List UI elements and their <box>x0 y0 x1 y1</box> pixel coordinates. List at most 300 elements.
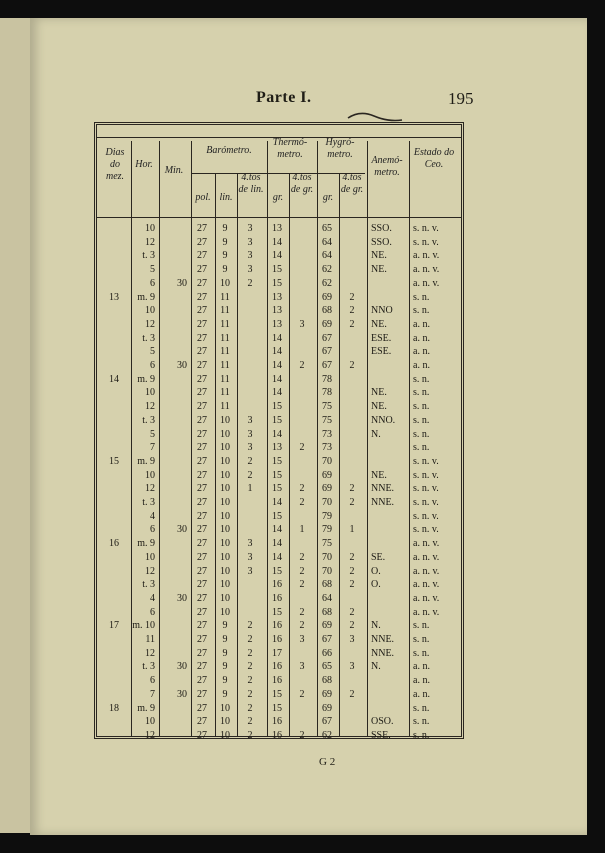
cell-est: s. n. <box>413 305 430 317</box>
cell-hor: 6 <box>150 360 155 371</box>
cell-hor: 4 <box>150 592 155 604</box>
cell-tl: 2 <box>247 661 253 673</box>
cell-tl: 2 <box>247 716 253 728</box>
cell-tq: 2 <box>299 729 305 741</box>
cell-est: s. n. <box>413 729 430 741</box>
cell-pol: 27 <box>197 647 207 659</box>
cell-pol: 27 <box>197 305 207 317</box>
cell-pol: 27 <box>197 264 207 276</box>
cell-hg: 69 <box>322 702 332 714</box>
cell-hg: 75 <box>322 401 332 413</box>
cell-ane: NNO <box>371 305 393 317</box>
cell-tl: 2 <box>247 729 253 741</box>
cell-hq: 2 <box>349 620 355 632</box>
header-estado: Estado do Ceo. <box>413 147 455 170</box>
cell-hor: m. 9 <box>137 538 155 550</box>
cell-tl: 3 <box>247 551 253 563</box>
cell-hor: t. 3 <box>142 414 155 426</box>
cell-tl: 2 <box>247 647 253 659</box>
cell-hor: m. 9 <box>137 455 155 467</box>
cell-hg: 64 <box>322 250 332 262</box>
cell-min: 30 <box>177 524 187 536</box>
cell-min: 30 <box>177 360 187 371</box>
cell-dia: 13 <box>109 291 119 303</box>
cell-dia: 18 <box>109 702 119 714</box>
cell-est: a. n. <box>413 346 430 358</box>
cell-tg: 14 <box>272 346 282 358</box>
header-therm-gr: gr. <box>272 192 284 203</box>
cell-min: 30 <box>177 592 187 604</box>
cell-est: s. n. <box>413 634 430 645</box>
cell-hor: 5 <box>150 264 155 276</box>
cell-pol: 27 <box>197 277 207 289</box>
cell-hq: 2 <box>349 688 355 700</box>
cell-min: 30 <box>177 277 187 289</box>
cell-tg: 16 <box>272 729 282 741</box>
cell-tl: 3 <box>247 414 253 426</box>
cell-lin: 9 <box>222 688 228 700</box>
header-min: Min. <box>164 165 184 176</box>
cell-lin: 10 <box>220 524 230 536</box>
cell-hor: 12 <box>145 647 155 659</box>
cell-tq: 2 <box>299 688 305 700</box>
cell-pol: 27 <box>197 538 207 550</box>
cell-tg: 15 <box>272 455 282 467</box>
cell-tq: 2 <box>299 360 305 371</box>
cell-tq: 2 <box>299 442 305 454</box>
cell-hor: 4 <box>150 510 155 522</box>
cell-pol: 27 <box>197 620 207 632</box>
cell-pol: 27 <box>197 469 207 481</box>
cell-hg: 62 <box>322 277 332 289</box>
cell-ane: SE. <box>371 551 386 563</box>
cell-pol: 27 <box>197 565 207 577</box>
cell-min: 30 <box>177 688 187 700</box>
cell-pol: 27 <box>197 428 207 440</box>
cell-tg: 13 <box>272 318 282 330</box>
cell-hg: 78 <box>322 387 332 399</box>
cell-tg: 14 <box>272 387 282 399</box>
cell-ane: NNE. <box>371 483 395 495</box>
cell-tl: 3 <box>247 236 253 248</box>
cell-ane: O. <box>371 565 381 577</box>
rule-top <box>97 137 461 138</box>
header-dias: Dias do mez. <box>105 147 125 182</box>
cell-tq: 2 <box>299 606 305 618</box>
cell-hg: 68 <box>322 606 332 618</box>
cell-lin: 11 <box>220 291 230 303</box>
cell-est: a. n. v. <box>413 250 440 262</box>
cell-hor: t. 3 <box>142 497 155 508</box>
cell-tg: 14 <box>272 551 282 563</box>
cell-lin: 10 <box>220 483 230 495</box>
cell-est: a. n. <box>413 661 430 673</box>
cell-hg: 65 <box>322 661 332 673</box>
col-rule <box>367 141 368 736</box>
cell-tg: 15 <box>272 702 282 714</box>
cell-pol: 27 <box>197 579 207 591</box>
cell-hg: 62 <box>322 729 332 741</box>
cell-tl: 1 <box>247 483 253 495</box>
cell-hg: 68 <box>322 579 332 591</box>
rule-header-bottom <box>97 217 461 218</box>
cell-tl: 3 <box>247 565 253 577</box>
cell-dia: 17 <box>109 620 119 632</box>
cell-hq: 2 <box>349 497 355 508</box>
cell-tl: 2 <box>247 688 253 700</box>
cell-est: s. n. <box>413 716 430 728</box>
cell-lin: 10 <box>220 551 230 563</box>
cell-tg: 16 <box>272 579 282 591</box>
cell-ane: N. <box>371 620 381 632</box>
cell-tl: 3 <box>247 428 253 440</box>
cell-est: s. n. v. <box>413 236 439 248</box>
cell-pol: 27 <box>197 551 207 563</box>
cell-pol: 27 <box>197 497 207 508</box>
cell-hq: 2 <box>349 579 355 591</box>
cell-tg: 15 <box>272 277 282 289</box>
cell-hg: 67 <box>322 360 332 371</box>
cell-hg: 68 <box>322 675 332 687</box>
cell-lin: 10 <box>220 277 230 289</box>
cell-lin: 11 <box>220 305 230 317</box>
cell-ane: O. <box>371 579 381 591</box>
cell-hg: 69 <box>322 318 332 330</box>
cell-hor: t. 3 <box>142 250 155 262</box>
cell-est: s. n. <box>413 291 430 303</box>
header-lin: lin. <box>219 192 233 203</box>
cell-tg: 14 <box>272 250 282 262</box>
cell-ane: ESE. <box>371 346 392 358</box>
cell-lin: 11 <box>220 360 230 371</box>
cell-tg: 15 <box>272 401 282 413</box>
cell-hq: 2 <box>349 318 355 330</box>
cell-pol: 27 <box>197 634 207 645</box>
cell-hor: 5 <box>150 428 155 440</box>
cell-hor: t. 3 <box>142 661 155 673</box>
cell-hor: t. 3 <box>142 332 155 344</box>
cell-tq: 2 <box>299 579 305 591</box>
cell-lin: 10 <box>220 702 230 714</box>
cell-pol: 27 <box>197 592 207 604</box>
cell-lin: 10 <box>220 538 230 550</box>
cell-hor: 10 <box>145 469 155 481</box>
weather-observation-table <box>94 122 464 739</box>
header-therm-quartos: 4.tos de gr. <box>290 172 314 195</box>
cell-lin: 10 <box>220 729 230 741</box>
cell-hq: 3 <box>349 634 355 645</box>
cell-pol: 27 <box>197 716 207 728</box>
cell-hor: 10 <box>145 551 155 563</box>
cell-hor: t. 3 <box>142 579 155 591</box>
col-rule <box>289 173 290 736</box>
cell-hg: 79 <box>322 524 332 536</box>
cell-hg: 62 <box>322 264 332 276</box>
cell-tg: 16 <box>272 675 282 687</box>
cell-tl: 2 <box>247 675 253 687</box>
cell-pol: 27 <box>197 702 207 714</box>
cell-hor: 6 <box>150 524 155 536</box>
header-hygrometro: Hygró-metro. <box>325 137 355 160</box>
header-pol: pol. <box>195 192 211 203</box>
book-page <box>30 18 587 835</box>
cell-hq: 2 <box>349 360 355 371</box>
cell-hg: 73 <box>322 428 332 440</box>
cell-hq: 2 <box>349 565 355 577</box>
cell-tq: 2 <box>299 620 305 632</box>
cell-hg: 70 <box>322 565 332 577</box>
cell-ane: ESE. <box>371 332 392 344</box>
cell-tl: 3 <box>247 264 253 276</box>
cell-ane: NE. <box>371 401 387 413</box>
cell-lin: 11 <box>220 401 230 413</box>
cell-est: a. n. v. <box>413 551 440 563</box>
cell-pol: 27 <box>197 223 207 234</box>
cell-hg: 67 <box>322 716 332 728</box>
cell-hor: 6 <box>150 606 155 618</box>
cell-est: s. n. <box>413 702 430 714</box>
cell-pol: 27 <box>197 729 207 741</box>
cell-ane: NNE. <box>371 647 395 659</box>
running-head-title: Parte I. <box>256 89 312 106</box>
cell-hor: 6 <box>150 277 155 289</box>
cell-lin: 10 <box>220 716 230 728</box>
cell-tq: 1 <box>299 524 305 536</box>
page-number: 195 <box>448 89 474 108</box>
cell-hg: 64 <box>322 236 332 248</box>
cell-hor: 12 <box>145 401 155 413</box>
cell-lin: 10 <box>220 592 230 604</box>
cell-hor: m. 9 <box>137 291 155 303</box>
cell-ane: NE. <box>371 250 387 262</box>
header-thermometro: Thermó-metro. <box>272 137 308 160</box>
cell-tg: 14 <box>272 497 282 508</box>
cell-pol: 27 <box>197 360 207 371</box>
cell-hg: 70 <box>322 551 332 563</box>
cell-pol: 27 <box>197 332 207 344</box>
cell-pol: 27 <box>197 318 207 330</box>
cell-tg: 13 <box>272 305 282 317</box>
cell-tg: 15 <box>272 414 282 426</box>
cell-est: s. n. v. <box>413 510 439 522</box>
cell-tq: 3 <box>299 318 305 330</box>
facing-page-edge <box>0 18 31 833</box>
cell-tl: 2 <box>247 277 253 289</box>
cell-ane: NNE. <box>371 634 395 645</box>
cell-hg: 75 <box>322 414 332 426</box>
cell-hor: 12 <box>145 729 155 741</box>
cell-hor: 10 <box>145 305 155 317</box>
cell-est: a. n. <box>413 688 430 700</box>
cell-lin: 9 <box>222 620 228 632</box>
cell-est: s. n. v. <box>413 524 439 536</box>
cell-ane: N. <box>371 428 381 440</box>
cell-tq: 2 <box>299 497 305 508</box>
cell-est: a. n. v. <box>413 592 440 604</box>
cell-pol: 27 <box>197 414 207 426</box>
cell-hg: 75 <box>322 538 332 550</box>
cell-hg: 69 <box>322 483 332 495</box>
cell-hor: 12 <box>145 236 155 248</box>
cell-est: s. n. <box>413 401 430 413</box>
cell-hg: 69 <box>322 291 332 303</box>
cell-pol: 27 <box>197 401 207 413</box>
cell-tg: 14 <box>272 236 282 248</box>
cell-tl: 2 <box>247 634 253 645</box>
cell-tg: 15 <box>272 483 282 495</box>
cell-tl: 2 <box>247 702 253 714</box>
cell-hor: 5 <box>150 346 155 358</box>
cell-hor: 10 <box>145 223 155 234</box>
cell-hg: 68 <box>322 305 332 317</box>
cell-lin: 11 <box>220 346 230 358</box>
cell-tl: 3 <box>247 538 253 550</box>
cell-pol: 27 <box>197 250 207 262</box>
cell-est: s. n. <box>413 414 430 426</box>
header-quartos-lin: 4.tos de lin. <box>238 172 264 195</box>
cell-hg: 66 <box>322 647 332 659</box>
cell-ane: SSO. <box>371 223 392 234</box>
cell-est: s. n. <box>413 620 430 632</box>
cell-hq: 2 <box>349 483 355 495</box>
cell-pol: 27 <box>197 387 207 399</box>
cell-est: a. n. v. <box>413 277 440 289</box>
cell-tl: 3 <box>247 223 253 234</box>
cell-hor: 12 <box>145 318 155 330</box>
cell-lin: 11 <box>220 387 230 399</box>
cell-tg: 14 <box>272 538 282 550</box>
cell-tg: 15 <box>272 688 282 700</box>
header-hygro-gr: gr. <box>322 192 334 203</box>
cell-est: s. n. <box>413 373 430 385</box>
cell-lin: 9 <box>222 250 228 262</box>
cell-est: a. n. v. <box>413 264 440 276</box>
cell-hq: 1 <box>349 524 355 536</box>
cell-pol: 27 <box>197 373 207 385</box>
cell-tg: 13 <box>272 291 282 303</box>
cell-hq: 2 <box>349 305 355 317</box>
cell-pol: 27 <box>197 661 207 673</box>
cell-ane: NE. <box>371 469 387 481</box>
cell-hg: 69 <box>322 688 332 700</box>
cell-ane: NE. <box>371 318 387 330</box>
cell-hor: 12 <box>145 483 155 495</box>
cell-tg: 14 <box>272 360 282 371</box>
cell-tl: 2 <box>247 455 253 467</box>
header-hygro-quartos: 4.tos de gr. <box>340 172 364 195</box>
cell-ane: N. <box>371 661 381 673</box>
cell-est: a. n. <box>413 318 430 330</box>
cell-hor: 10 <box>145 716 155 728</box>
cell-tg: 15 <box>272 510 282 522</box>
cell-hor: 11 <box>145 634 155 645</box>
cell-tg: 16 <box>272 592 282 604</box>
cell-tl: 3 <box>247 250 253 262</box>
cell-pol: 27 <box>197 346 207 358</box>
cell-lin: 10 <box>220 497 230 508</box>
cell-tg: 14 <box>272 332 282 344</box>
cell-lin: 11 <box>220 373 230 385</box>
cell-hg: 73 <box>322 442 332 454</box>
header-hor: Hor. <box>135 159 153 170</box>
col-rule <box>339 173 340 736</box>
cell-est: s. n. v. <box>413 483 439 495</box>
cell-hor: 6 <box>150 675 155 687</box>
cell-ane: NNE. <box>371 497 395 508</box>
cell-hor: 7 <box>150 688 155 700</box>
cell-est: a. n. v. <box>413 565 440 577</box>
cell-pol: 27 <box>197 524 207 536</box>
cell-tq: 3 <box>299 634 305 645</box>
cell-hq: 2 <box>349 551 355 563</box>
cell-tg: 14 <box>272 428 282 440</box>
cell-tg: 16 <box>272 620 282 632</box>
cell-hor: 10 <box>145 387 155 399</box>
cell-lin: 9 <box>222 634 228 645</box>
cell-hg: 70 <box>322 497 332 508</box>
cell-lin: 9 <box>222 661 228 673</box>
cell-hg: 78 <box>322 373 332 385</box>
cell-lin: 9 <box>222 223 228 234</box>
cell-tg: 15 <box>272 606 282 618</box>
cell-dia: 14 <box>109 373 119 385</box>
cell-tq: 2 <box>299 565 305 577</box>
cell-hor: m. 10 <box>132 620 155 632</box>
cell-lin: 10 <box>220 606 230 618</box>
cell-est: a. n. <box>413 360 430 371</box>
col-rule <box>409 141 410 736</box>
cell-ane: SSE. <box>371 729 391 741</box>
cell-dia: 16 <box>109 538 119 550</box>
cell-est: a. n. v. <box>413 606 440 618</box>
cell-tg: 13 <box>272 223 282 234</box>
cell-min: 30 <box>177 661 187 673</box>
cell-lin: 10 <box>220 469 230 481</box>
cell-ane: OSO. <box>371 716 394 728</box>
cell-hg: 70 <box>322 455 332 467</box>
cell-hg: 67 <box>322 346 332 358</box>
cell-hor: m. 9 <box>137 373 155 385</box>
cell-tg: 14 <box>272 373 282 385</box>
cell-pol: 27 <box>197 236 207 248</box>
cell-lin: 11 <box>220 318 230 330</box>
cell-lin: 9 <box>222 264 228 276</box>
col-rule <box>159 141 160 736</box>
cell-lin: 11 <box>220 332 230 344</box>
cell-ane: NNO. <box>371 414 396 426</box>
cell-lin: 9 <box>222 647 228 659</box>
cell-hg: 79 <box>322 510 332 522</box>
cell-pol: 27 <box>197 291 207 303</box>
cell-est: s. n. v. <box>413 469 439 481</box>
cell-hg: 69 <box>322 469 332 481</box>
cell-dia: 15 <box>109 455 119 467</box>
cell-lin: 9 <box>222 236 228 248</box>
header-anemometro: Anemó-metro. <box>371 155 403 178</box>
cell-est: s. n. <box>413 647 430 659</box>
cell-est: s. n. v. <box>413 223 439 234</box>
cell-pol: 27 <box>197 688 207 700</box>
cell-tq: 3 <box>299 661 305 673</box>
cell-lin: 10 <box>220 579 230 591</box>
cell-est: a. n. v. <box>413 579 440 591</box>
cell-pol: 27 <box>197 510 207 522</box>
cell-hq: 2 <box>349 291 355 303</box>
cell-est: s. n. <box>413 428 430 440</box>
cell-est: a. n. v. <box>413 538 440 550</box>
cell-tg: 14 <box>272 524 282 536</box>
cell-tl: 2 <box>247 469 253 481</box>
